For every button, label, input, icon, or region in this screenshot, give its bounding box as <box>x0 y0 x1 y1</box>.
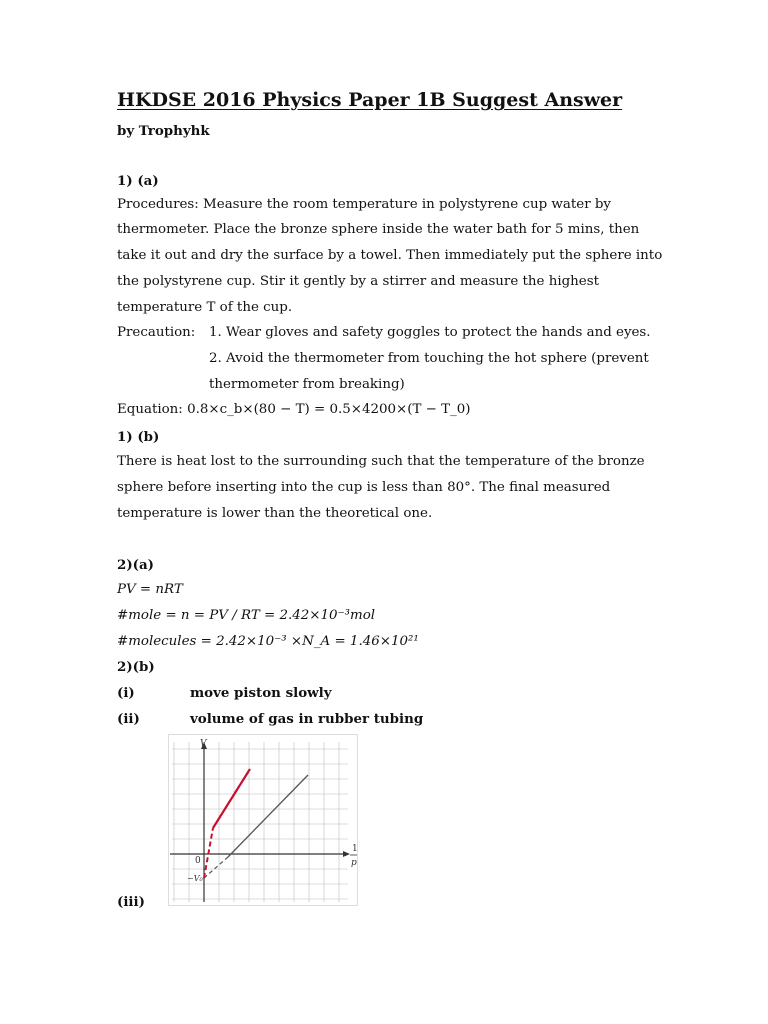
q2-equation: PV = nRT <box>117 582 183 597</box>
precaution-item: 2. Avoid the thermometer from touching the hot sphere (prevent <box>209 351 649 366</box>
q2-item-label: (ii) <box>117 711 140 727</box>
x-axis-arrow <box>343 851 350 857</box>
precaution-label: Precaution: <box>117 325 196 340</box>
page-title: HKDSE 2016 Physics Paper 1B Suggest Answer <box>117 89 623 111</box>
gray-line <box>228 775 308 857</box>
q1-equation: Equation: 0.8×c_b×(80 − T) = 0.5×4200×(T − T_0) <box>117 402 471 417</box>
q2-equation: #molecules = 2.42×10⁻³ ×N_A = 1.46×10²¹ <box>117 634 419 649</box>
author-line: by Trophyhk <box>117 123 210 139</box>
v-vs-inverse-p-graph <box>168 734 358 906</box>
procedure-line: the polystyrene cup. Stir it gently by a stirrer and measure the highest <box>117 274 599 289</box>
x-axis-label-numerator: 1 <box>352 844 358 854</box>
precaution-item: 1. Wear gloves and safety goggles to protect the hands and eyes. <box>209 325 651 340</box>
red-dashed-extrapolation <box>204 828 213 878</box>
q2-part-a-label: 2)(a) <box>117 557 155 573</box>
q1-part-b-line: There is heat lost to the surrounding such that the temperature of the bronze <box>117 454 645 469</box>
q2-item-label: (i) <box>117 685 135 701</box>
q2-item-label: (iii) <box>117 894 145 910</box>
origin-label: 0 <box>195 856 201 866</box>
q1-part-a-label: 1) (a) <box>117 173 159 189</box>
q1-part-b-label: 1) (b) <box>117 429 160 445</box>
q2-part-b-label: 2)(b) <box>117 659 155 675</box>
procedure-line: thermometer. Place the bronze sphere inside the water bath for 5 mins, then <box>117 222 640 237</box>
red-line <box>213 769 250 828</box>
q2-equation: #mole = n = PV / RT = 2.42×10⁻³mol <box>117 608 376 623</box>
procedure-line: temperature T of the cup. <box>117 300 293 315</box>
procedure-line: take it out and dry the surface by a towel. Then immediately put the sphere into <box>117 248 663 263</box>
q1-part-b-line: temperature is lower than the theoretical one. <box>117 506 433 521</box>
q1-part-b-line: sphere before inserting into the cup is less than 80°. The final measured <box>117 480 611 495</box>
x-axis-label-denominator: p <box>351 858 357 868</box>
precaution-item: thermometer from breaking) <box>209 377 405 392</box>
procedure-line: Procedures: Measure the room temperature in polystyrene cup water by <box>117 197 611 212</box>
q2-item-text: volume of gas in rubber tubing <box>190 711 424 727</box>
q2-item-text: move piston slowly <box>190 685 332 701</box>
y-axis-label: V <box>200 739 207 749</box>
intercept-label: −V₀ <box>187 874 203 883</box>
